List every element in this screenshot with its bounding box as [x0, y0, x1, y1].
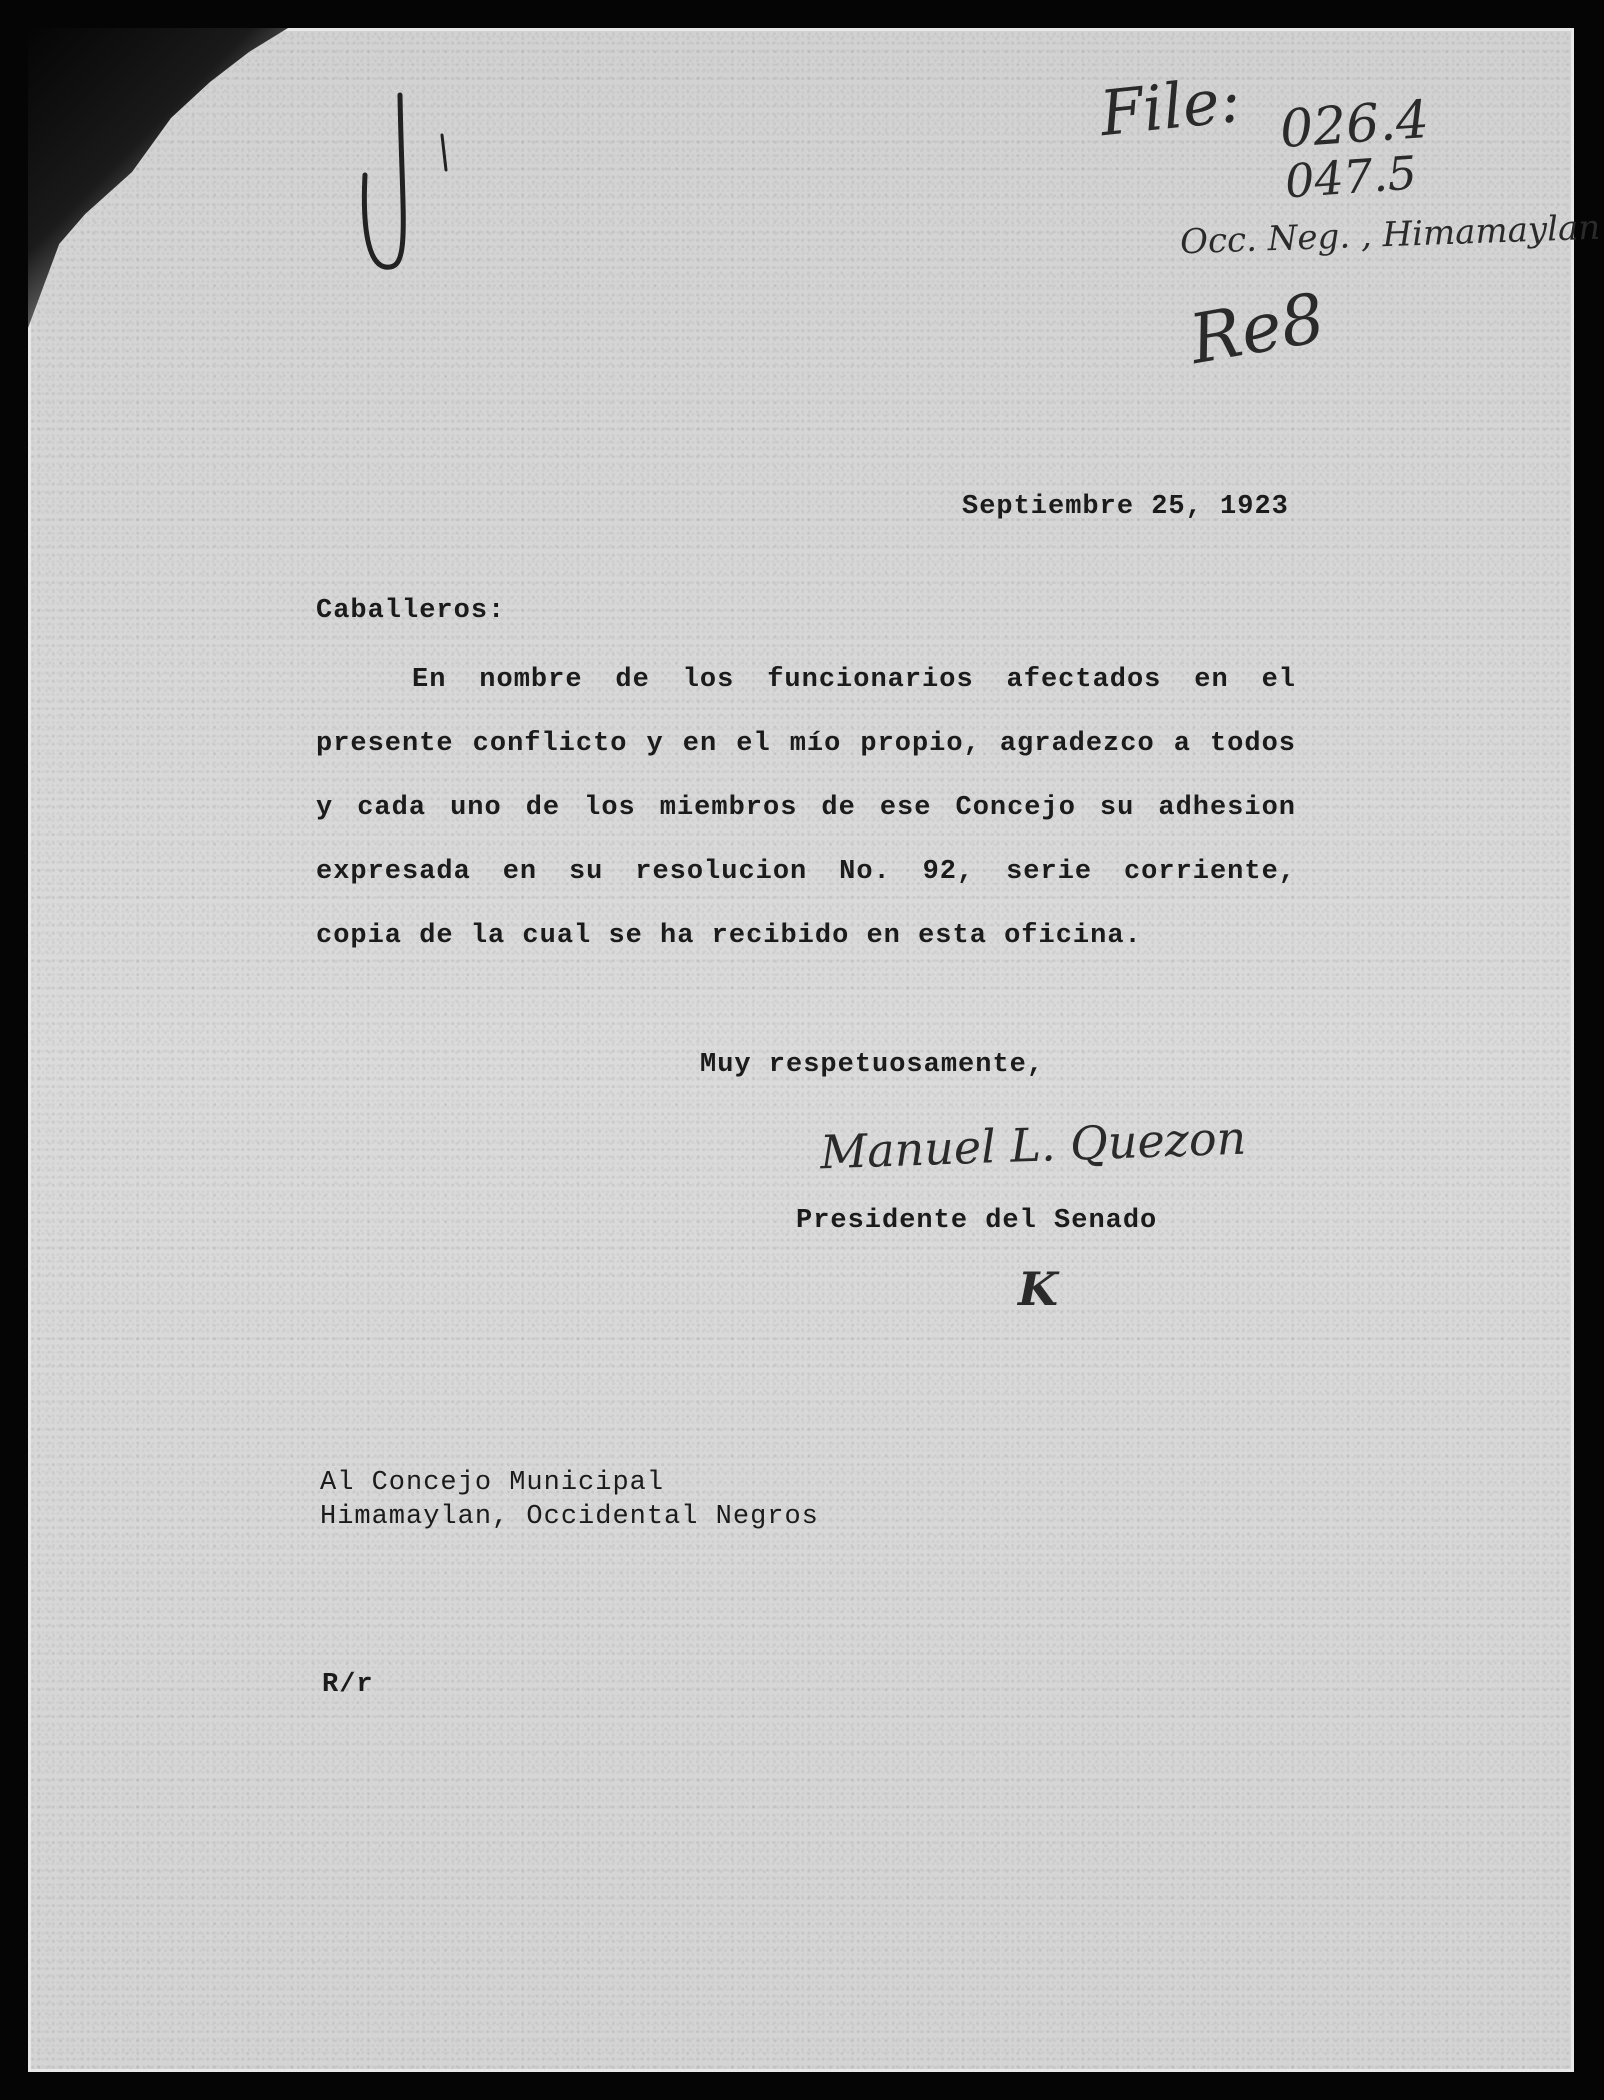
reference-initials: R/r [322, 1670, 374, 1700]
signature: Manuel L. Quezon [819, 1110, 1248, 1180]
handwritten-j-mark [350, 95, 470, 275]
file-note: Occ. Neg. , Himamaylan [1179, 207, 1601, 263]
file-number-2: 047.5 [1283, 145, 1419, 209]
recipient-line-2: Himamaylan, Occidental Negros [320, 1502, 819, 1532]
letter-date: Septiembre 25, 1923 [962, 492, 1289, 522]
signer-title: Presidente del Senado [796, 1206, 1158, 1236]
initial-mark: K [1018, 1262, 1058, 1316]
letter-body: En nombre de los funcionarios afectados en el presente conflicto y en el mío propio, agradezco a todos y cada uno de los miembros de ese Concejo su adhesion expresada en su resolucion No. 92, serie corriente, copia de la cual se ha recibido en esta oficina. [316, 665, 1296, 951]
ref-mark: Re8 [1184, 278, 1331, 381]
recipient-line-1: Al Concejo Municipal [320, 1468, 665, 1498]
closing: Muy respetuosamente, [700, 1050, 1045, 1080]
salutation: Caballeros: [316, 596, 506, 626]
file-label: File: [1096, 62, 1244, 151]
file-number-1: 026.4 [1278, 89, 1431, 161]
